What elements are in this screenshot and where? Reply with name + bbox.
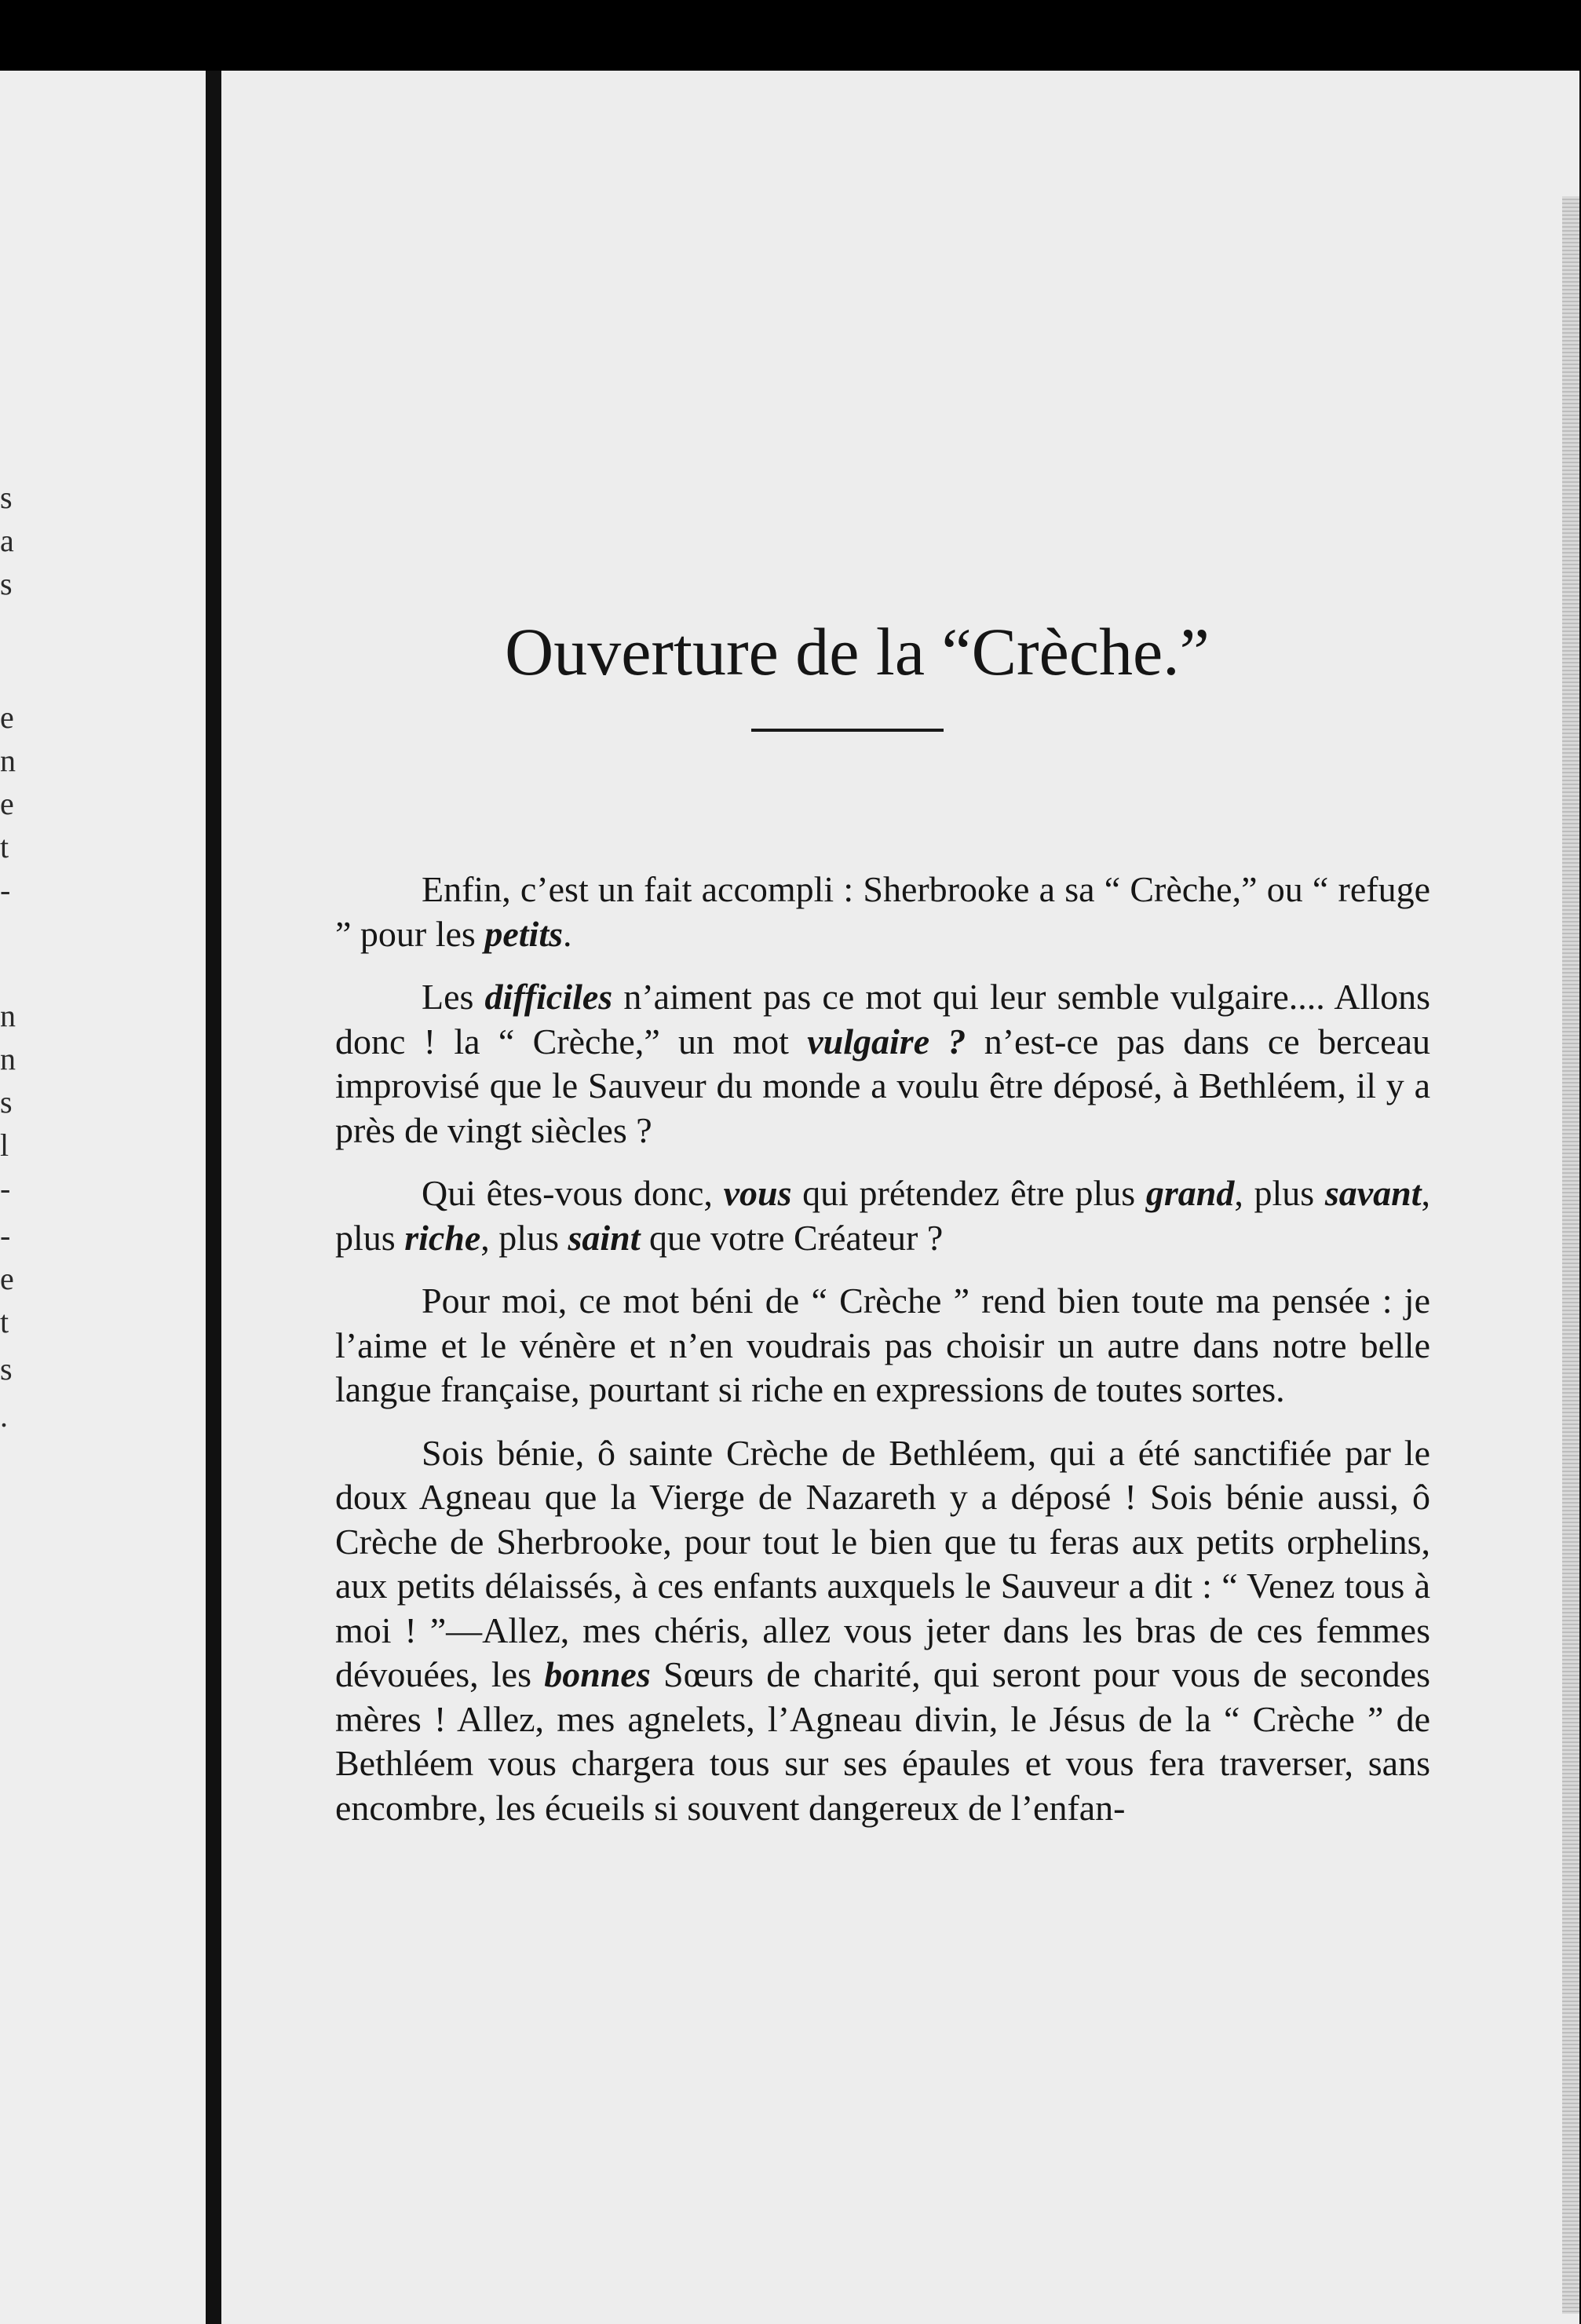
- italic-text-run: riche: [404, 1217, 481, 1258]
- facing-page-fragment: s: [0, 480, 13, 515]
- facing-page-fragment: l: [0, 1127, 9, 1163]
- facing-page-fragment: e: [0, 1261, 14, 1296]
- facing-page-fragment: n: [0, 998, 16, 1033]
- facing-page-fragment: -: [0, 1171, 11, 1206]
- text-run: Qui êtes-vous donc,: [422, 1173, 724, 1213]
- facing-page-fragment: -: [0, 1218, 11, 1253]
- paragraph: [335, 868, 1430, 956]
- text-run: Sœurs de charité, qui seront pour vous de secondes mères ! Allez, mes agnelets, l’Agneau divin, le Jésus de la “ Crèche ” de Bethléem vous chargera tous sur ses épaules et vous fera traverser, sans encombre, les écueils si souvent dangereux de l’enfan-: [335, 1654, 1430, 1828]
- text-run: Pour moi, ce mot béni de “ Crèche ” rend bien toute ma pensée : je l’aime et le vénère et n’en voudrais pas choisir un autre dans notre belle langue française, pourtant si riche en expressions de toutes sortes.: [335, 1281, 1430, 1409]
- title-rule: [751, 729, 944, 732]
- facing-page-fragment: .: [0, 1398, 8, 1434]
- italic-text-run: bonnes: [544, 1654, 651, 1694]
- text-run: .: [563, 913, 572, 954]
- italic-text-run: difficiles: [484, 977, 613, 1017]
- facing-page-fragment: s: [0, 1084, 13, 1120]
- italic-text-run: grand: [1145, 1173, 1235, 1213]
- facing-page-fragment: t: [0, 829, 9, 864]
- italic-text-run: vous: [723, 1173, 792, 1213]
- text-run: , plus: [480, 1217, 568, 1258]
- italic-text-run: saint: [568, 1217, 641, 1258]
- body-text: [335, 868, 1430, 1849]
- paragraph: [335, 1431, 1430, 1831]
- paragraph: [335, 1171, 1430, 1260]
- italic-text-run: savant: [1324, 1173, 1422, 1213]
- facing-page-fragment: n: [0, 1041, 16, 1076]
- book-gutter: [206, 71, 221, 2324]
- text-run: , plus: [335, 1173, 1430, 1258]
- paragraph: [335, 975, 1430, 1153]
- facing-page-fragment: -: [0, 872, 11, 908]
- facing-page-fragment: s: [0, 1351, 13, 1387]
- text-run: Sois bénie, ô sainte Crèche de Bethléem, qui a été sanctifiée par le doux Agneau que la Vierge de Nazareth y a déposé ! Sois bénie aussi, ô Crèche de Sherbrooke, pour tout le bien que tu feras aux petits orphelins, aux petits délaissés, à ces enfants auxquels le Sauveur a dit : “ Venez tous à moi ! ”—Allez, mes chéris, allez vous jeter dans les bras de ces femmes dévouées, les: [335, 1432, 1430, 1694]
- facing-page-fragment: t: [0, 1304, 9, 1339]
- text-run: Enfin, c’est un fait accompli : Sherbrooke a sa “ Crèche,” ou “ refuge ” pour les: [335, 869, 1430, 954]
- text-run: Les: [422, 977, 485, 1017]
- text-run: n’aiment pas ce mot qui leur semble vulgaire.... Allons donc ! la “ Crèche,” un mot: [335, 977, 1430, 1062]
- facing-page-fragment: e: [0, 786, 14, 821]
- facing-page-fragment: n: [0, 743, 16, 778]
- facing-page-fragment: s: [0, 566, 13, 601]
- text-run: n’est-ce pas dans ce berceau improvisé que le Sauveur du monde a voulu être déposé, à Bethléem, il y a près de vingt siècles ?: [335, 1021, 1430, 1150]
- text-run: que votre Créateur ?: [640, 1217, 944, 1258]
- italic-text-run: vulgaire ?: [807, 1021, 966, 1062]
- book-page: [221, 71, 1579, 2324]
- facing-page-fragment: a: [0, 523, 14, 558]
- page-title: Ouverture de la “Crèche.”: [505, 614, 1210, 689]
- facing-page-fragment: e: [0, 700, 14, 735]
- facing-page-edge: [0, 71, 206, 2324]
- text-run: , plus: [1234, 1173, 1325, 1213]
- italic-text-run: petits: [484, 913, 564, 954]
- page-stack-edge: [1562, 196, 1579, 2314]
- text-run: qui prétendez être plus: [791, 1173, 1146, 1213]
- paragraph: [335, 1279, 1430, 1412]
